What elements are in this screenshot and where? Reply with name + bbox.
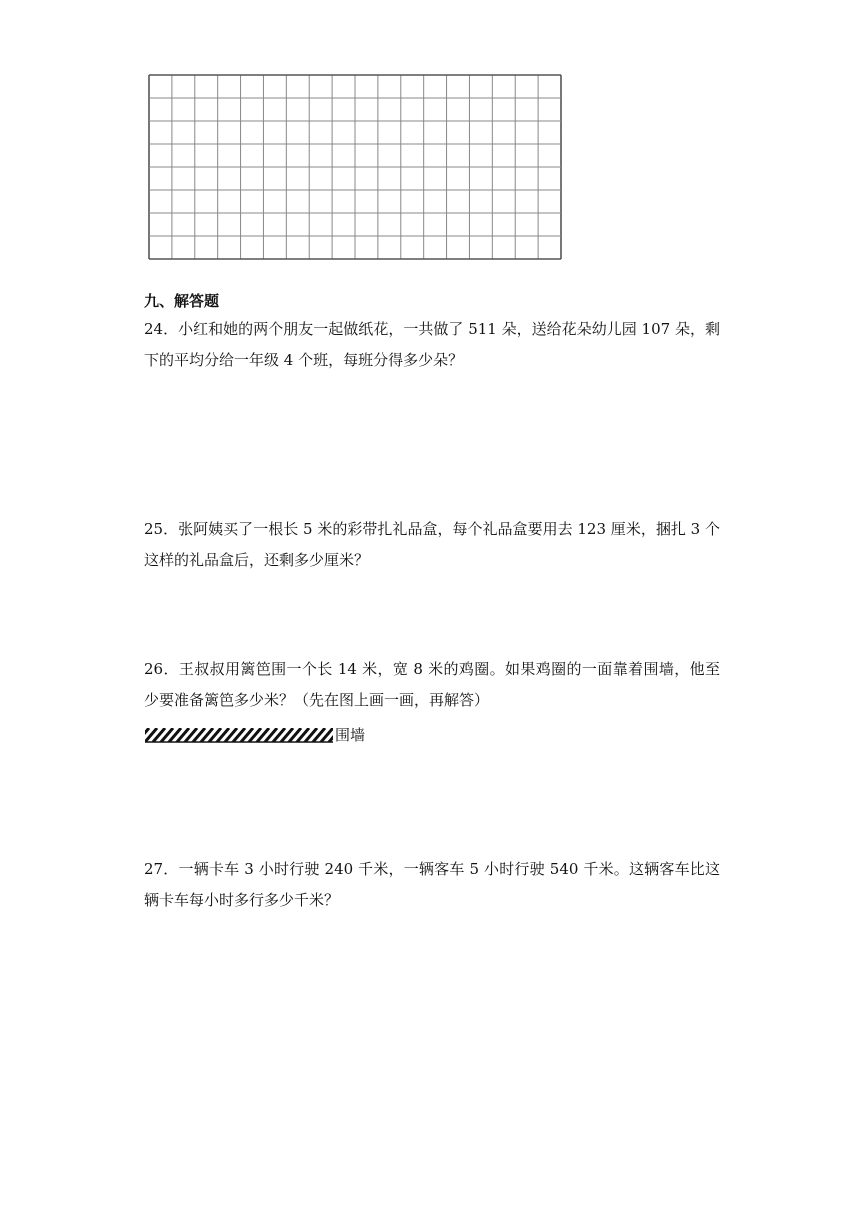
wall-hatch xyxy=(145,726,333,744)
question-25: 25．张阿姨买了一根长 5 米的彩带扎礼品盒，每个礼品盒要用去 123 厘米，捆扎 3 个这样的礼品盒后，还剩多少厘米？ xyxy=(144,520,720,569)
question-24: 24．小红和她的两个朋友一起做纸花，一共做了 511 朵，送给花朵幼儿园 107 朵，剩下的平均分给一年级 4 个班，每班分得多少朵？ xyxy=(144,320,720,369)
question-26: 26．王叔叔用篱笆围一个长 14 米，宽 8 米的鸡圈。如果鸡圈的一面靠着围墙，他至少要准备篱笆多少米？（先在图上画一画，再解答） xyxy=(144,660,720,709)
wall-label: 围墙 xyxy=(335,726,366,744)
wall-diagram xyxy=(145,726,365,744)
grid-lines xyxy=(148,74,562,260)
grid-paper xyxy=(148,74,562,260)
question-27: 27．一辆卡车 3 小时行驶 240 千米，一辆客车 5 小时行驶 540 千米。这辆客车比这辆卡车每小时多行多少千米？ xyxy=(144,860,720,909)
section-title: 九、解答题 xyxy=(144,292,220,310)
